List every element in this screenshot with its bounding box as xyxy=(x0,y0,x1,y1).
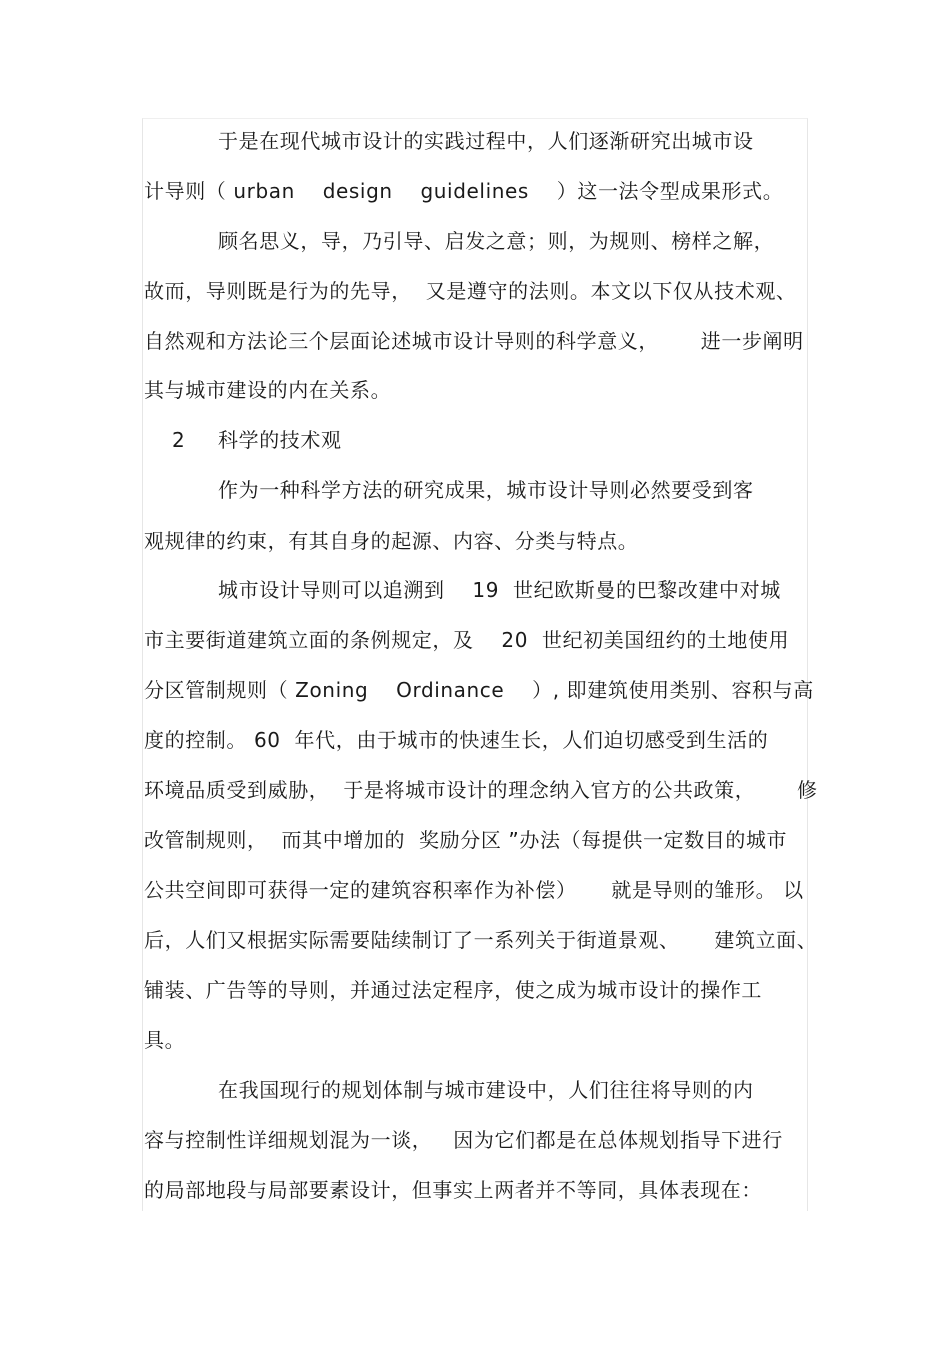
paragraph-line: 自然观和方法论三个层面论述城市设计导则的科学意义， 进一步阐明 xyxy=(144,329,804,353)
paragraph-line: 作为一种科学方法的研究成果，城市设计导则必然要受到客 xyxy=(218,478,754,502)
paragraph-line: 环境品质受到威胁， 于是将城市设计的理念纳入官方的公共政策， 修 xyxy=(144,778,818,802)
paragraph-line: 计导则（ urban design guidelines ）这一法令型成果形式。 xyxy=(144,179,784,203)
section-title: 科学的技术观 xyxy=(218,428,342,452)
paragraph-line: 故而，导则既是行为的先导， 又是遵守的法则。本文以下仅从技术观、 xyxy=(144,279,797,303)
paragraph-line: 铺装、广告等的导则，并通过法定程序，使之成为城市设计的操作工 xyxy=(144,978,762,1002)
paragraph-line: 后，人们又根据实际需要陆续制订了一系列关于街道景观、 建筑立面、 xyxy=(144,928,818,952)
paragraph-line: 于是在现代城市设计的实践过程中，人们逐渐研究出城市设 xyxy=(218,129,754,153)
paragraph-line: 在我国现行的规划体制与城市建设中，人们往往将导则的内 xyxy=(218,1078,754,1102)
section-number: 2 xyxy=(172,428,185,452)
paragraph-line: 其与城市建设的内在关系。 xyxy=(144,378,392,402)
paragraph-line: 顾名思义，导，乃引导、启发之意；则，为规则、榜样之解， xyxy=(218,229,775,253)
paragraph-line: 度的控制。 60 年代，由于城市的快速生长，人们迫切感受到生活的 xyxy=(144,728,769,752)
paragraph-line: 的局部地段与局部要素设计，但事实上两者并不等同，具体表现在： xyxy=(144,1178,762,1202)
paragraph-line: 公共空间即可获得一定的建筑容积率作为补偿） 就是导则的雏形。 以 xyxy=(144,878,804,902)
paragraph-line: 改管制规则， 而其中增加的 奖励分区 ”办法（每提供一定数目的城市 xyxy=(144,828,788,852)
paragraph-line: 观规律的约束，有其自身的起源、内容、分类与特点。 xyxy=(144,529,639,553)
paragraph-line: 市主要街道建筑立面的条例规定，及 20 世纪初美国纽约的土地使用 xyxy=(144,628,790,652)
paragraph-line: 城市设计导则可以追溯到 19 世纪欧斯曼的巴黎改建中对城 xyxy=(218,578,781,602)
paragraph-line: 容与控制性详细规划混为一谈， 因为它们都是在总体规划指导下进行 xyxy=(144,1128,783,1152)
paragraph-line: 分区管制规则（ Zoning Ordinance ）, 即建筑使用类别、容积与高 xyxy=(144,678,814,702)
paragraph-line: 具。 xyxy=(144,1028,186,1052)
